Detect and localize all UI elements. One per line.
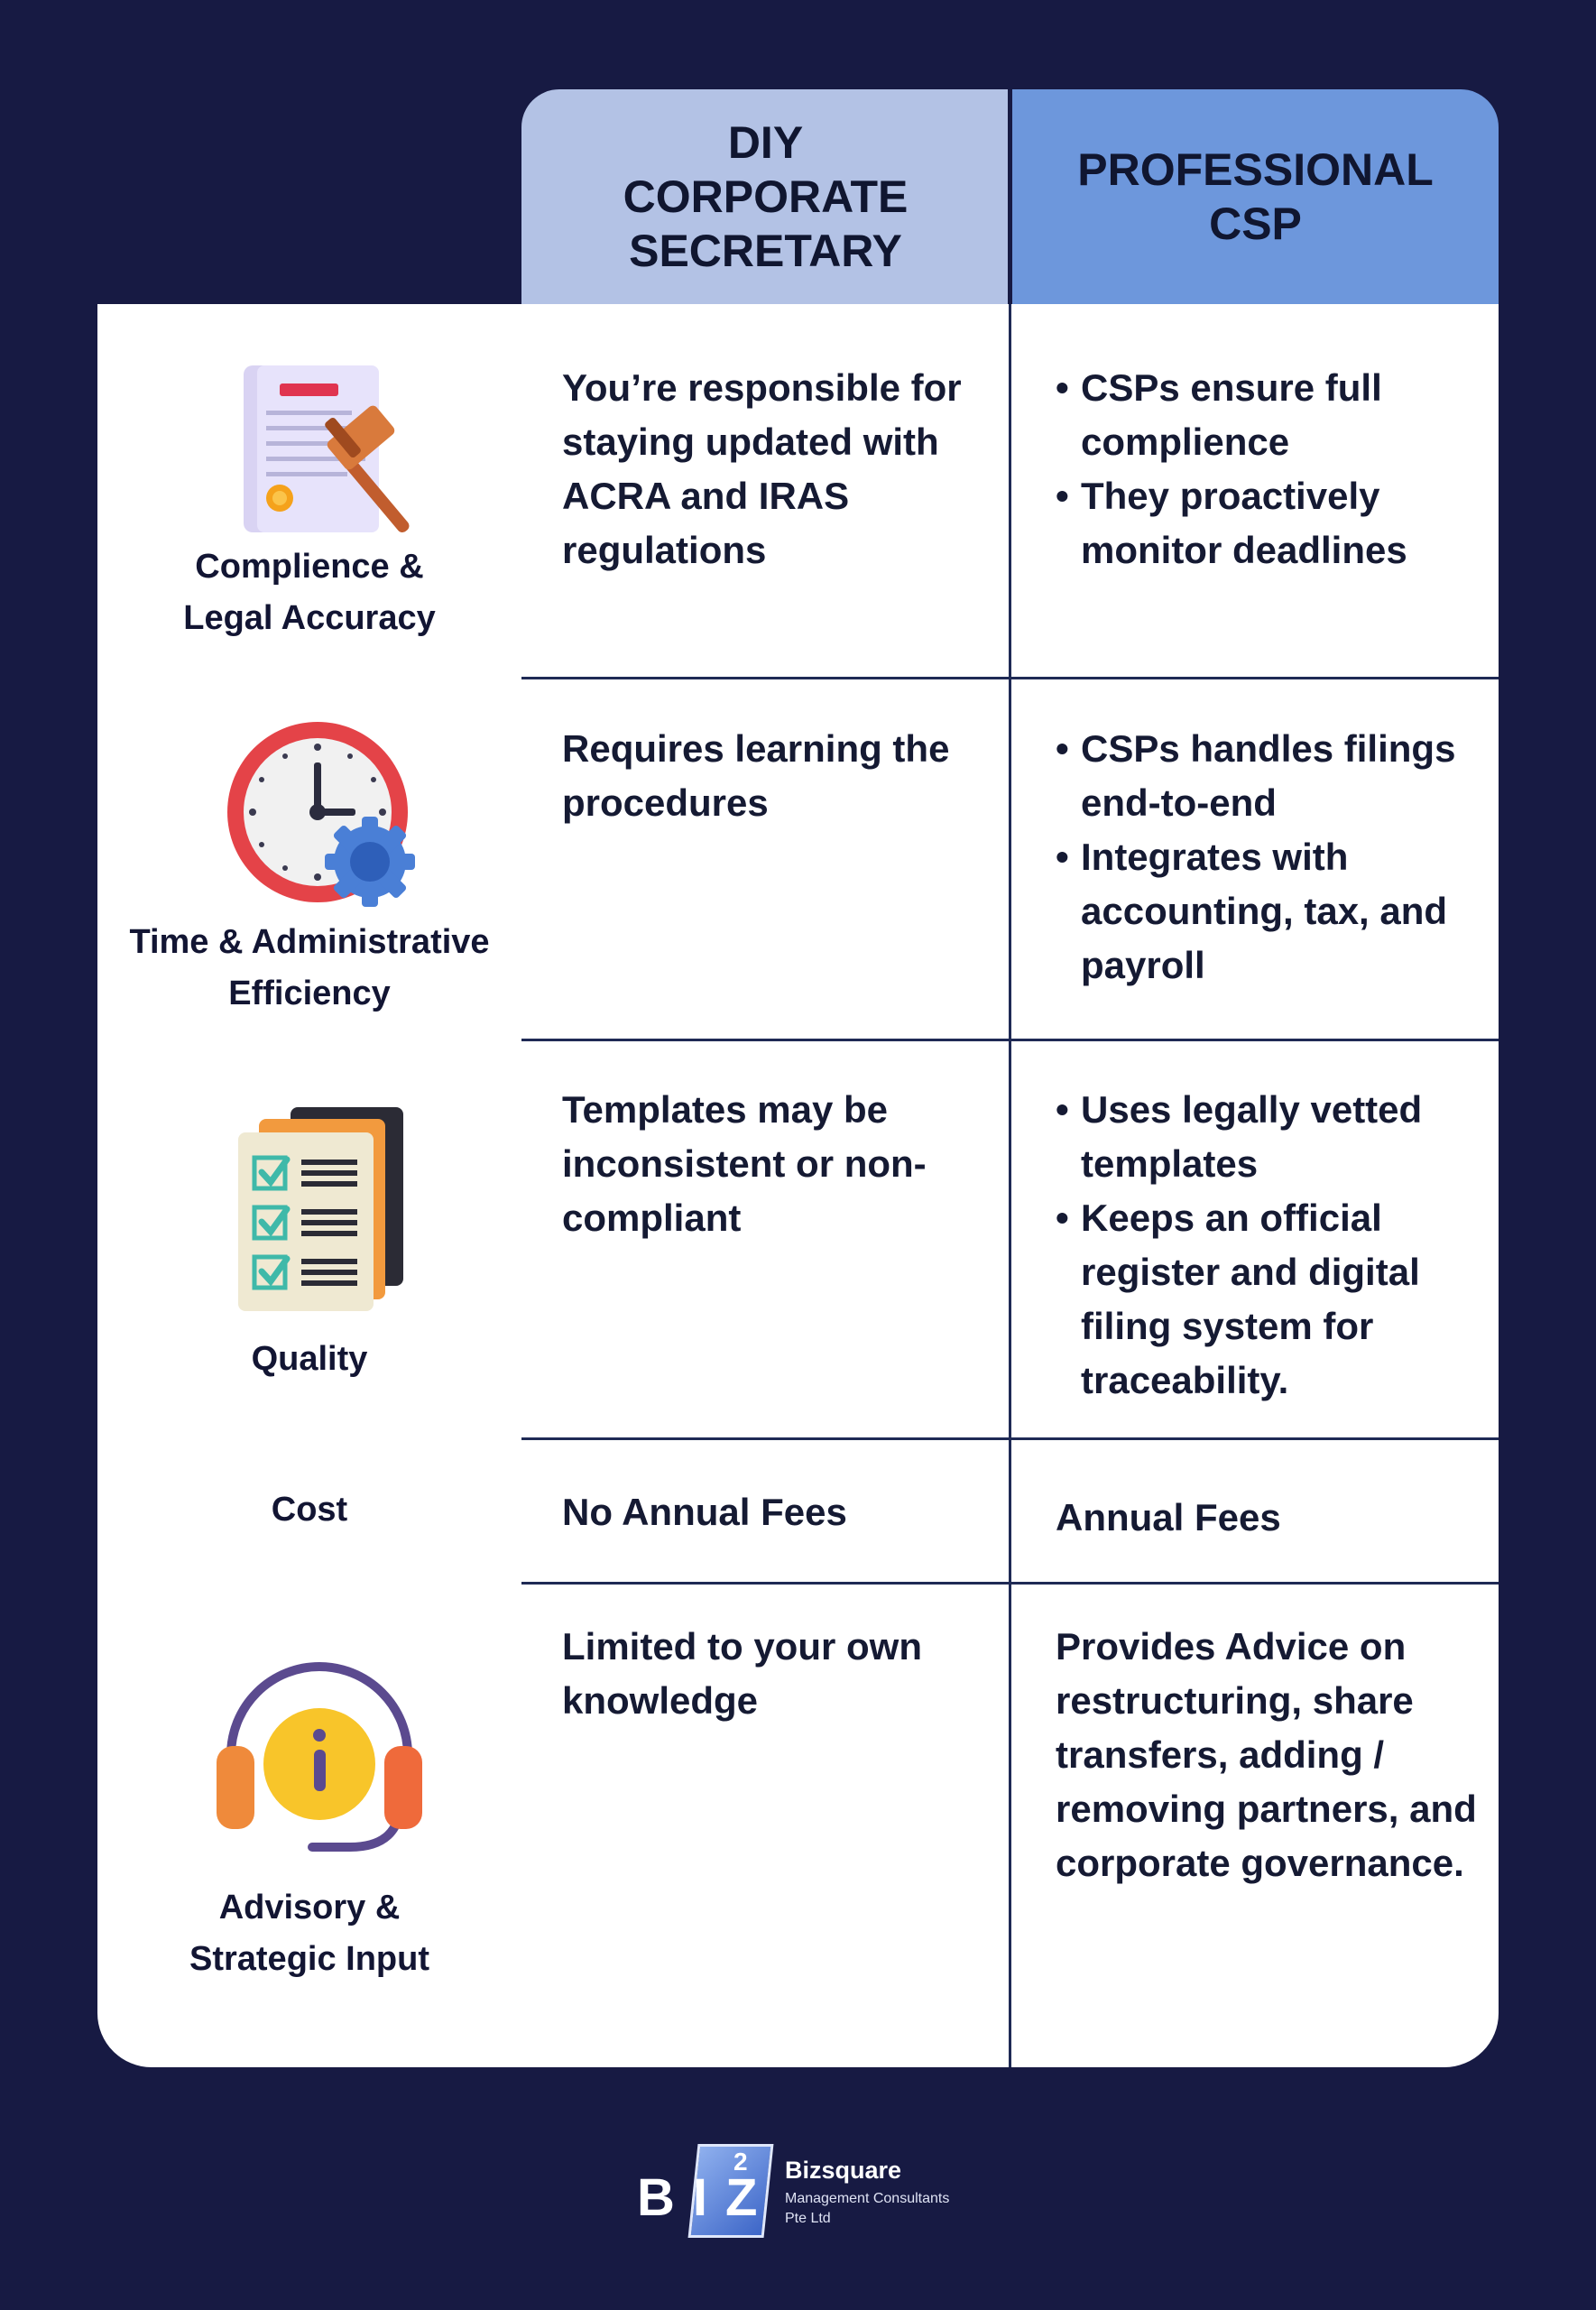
- logo-superscript: 2: [733, 2148, 748, 2176]
- row-divider: [521, 1582, 1499, 1585]
- company-logo: [637, 2130, 962, 2238]
- row-divider: [521, 677, 1499, 679]
- headset-info-icon: [215, 1647, 424, 1859]
- header-professional-csp: [1012, 89, 1499, 304]
- pro-quality-list: [1081, 1083, 1478, 1408]
- logo-text: BIZ: [637, 2168, 776, 2227]
- row-label-advisory: [97, 1882, 521, 1985]
- row-label-advisory-text: Advisory & Strategic Input: [189, 1889, 430, 1978]
- list-item: • They proactively monitor deadlines: [1081, 469, 1478, 578]
- pro-advisory-text: Provides Advice on restructuring, share transfers, adding / removing partners, and corporate governance.: [1056, 1625, 1477, 1884]
- diy-advisory-text: Limited to your own knowledge: [562, 1625, 922, 1722]
- list-item: • CSPs handles filings end-to-end: [1081, 722, 1478, 830]
- pro-time-list: [1081, 722, 1478, 993]
- diy-cost-text: No Annual Fees: [562, 1491, 847, 1533]
- row-label-cost: Cost: [271, 1491, 348, 1529]
- header-professional-label: PROFESSIONAL CSP: [1077, 144, 1434, 249]
- list-item: • Uses legally vetted templates: [1081, 1083, 1478, 1191]
- column-divider: [1009, 304, 1011, 2067]
- header-diy-corporate-secretary: [521, 89, 1010, 304]
- company-subtitle: Management Consultants Pte Ltd: [785, 2191, 950, 2226]
- pro-cost-text: Annual Fees: [1056, 1496, 1281, 1538]
- row-label-time-efficiency-text: Time & Administrative Efficiency: [129, 923, 490, 1012]
- document-gavel-icon: [239, 361, 429, 546]
- row-divider: [521, 1437, 1499, 1440]
- diy-compliance-text: You’re responsible for staying updated with ACRA and IRAS regulations: [562, 366, 962, 571]
- row-label-compliance: [97, 541, 521, 644]
- row-label-quality: Quality: [251, 1340, 368, 1378]
- clock-gear-icon: [227, 722, 417, 911]
- diy-time-text: Requires learning the procedures: [562, 727, 950, 824]
- list-item: • Integrates with accounting, tax, and payroll: [1081, 830, 1478, 993]
- checklist-documents-icon: [236, 1105, 408, 1317]
- pro-compliance-list: [1081, 361, 1478, 578]
- row-label-compliance-text: Complience & Legal Accuracy: [183, 548, 436, 637]
- header-diy-label: DIY CORPORATE SECRETARY: [623, 117, 909, 276]
- company-name: Bizsquare: [785, 2157, 902, 2184]
- list-item: • Keeps an official register and digital filing system for traceability.: [1081, 1191, 1478, 1408]
- row-divider: [521, 1039, 1499, 1041]
- diy-quality-text: Templates may be inconsistent or non-compliant: [562, 1088, 927, 1239]
- row-label-time-efficiency: [97, 917, 521, 1020]
- list-item: • CSPs ensure full complience: [1081, 361, 1478, 469]
